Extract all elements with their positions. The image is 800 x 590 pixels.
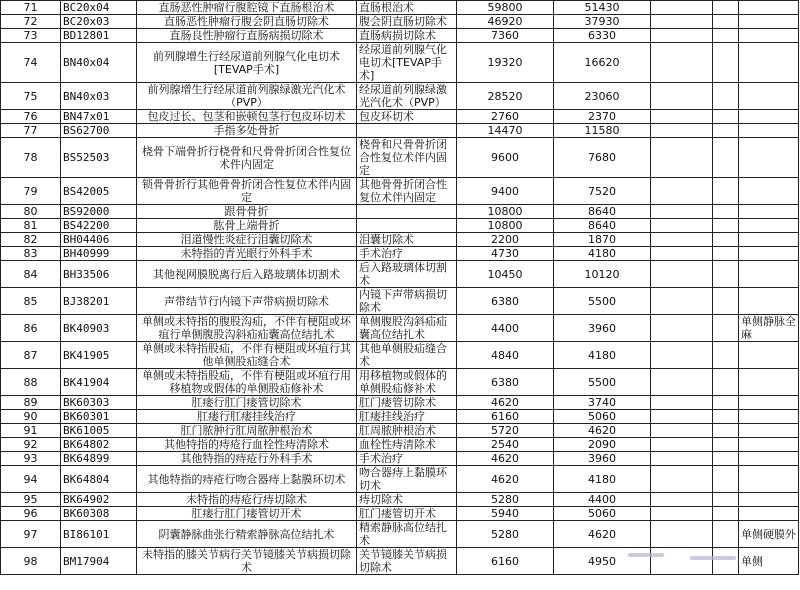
row-disease-name: 肱骨上端骨折 xyxy=(137,219,357,233)
row-blank-2 xyxy=(713,247,739,261)
row-number: 94 xyxy=(1,466,61,493)
row-number: 81 xyxy=(1,219,61,233)
row-value-1: 4400 xyxy=(457,315,554,342)
row-value-2: 23060 xyxy=(554,83,651,110)
row-blank-1 xyxy=(651,342,713,369)
row-note xyxy=(739,110,799,124)
row-value-1: 10450 xyxy=(457,261,554,288)
table-row xyxy=(1,342,799,369)
row-blank-2 xyxy=(713,452,739,466)
row-value-2: 7520 xyxy=(554,178,651,205)
row-disease-name: 单侧或未特指的腹股沟疝，不伴有梗阻或坏疽行单侧腹股沟斜疝疝囊高位结扎术 xyxy=(137,315,357,342)
row-value-2: 5060 xyxy=(554,410,651,424)
row-blank-1 xyxy=(651,315,713,342)
row-number: 92 xyxy=(1,438,61,452)
row-note xyxy=(739,15,799,29)
row-value-1: 5280 xyxy=(457,521,554,548)
row-note xyxy=(739,288,799,315)
table-row xyxy=(1,83,799,110)
row-value-2: 5500 xyxy=(554,369,651,396)
row-value-2: 3740 xyxy=(554,396,651,410)
row-blank-2 xyxy=(713,396,739,410)
table-row xyxy=(1,396,799,410)
row-note xyxy=(739,205,799,219)
row-number: 72 xyxy=(1,15,61,29)
table-row xyxy=(1,507,799,521)
row-blank-1 xyxy=(651,396,713,410)
row-number: 90 xyxy=(1,410,61,424)
row-blank-1 xyxy=(651,452,713,466)
row-blank-2 xyxy=(713,233,739,247)
row-blank-1 xyxy=(651,521,713,548)
row-code: BJ38201 xyxy=(61,288,137,315)
row-value-2: 16620 xyxy=(554,43,651,83)
row-blank-2 xyxy=(713,219,739,233)
row-note: 单侧静脉全麻 xyxy=(739,315,799,342)
row-blank-1 xyxy=(651,110,713,124)
row-value-2: 2090 xyxy=(554,438,651,452)
row-procedure: 关节镜膝关节病损切除术 xyxy=(357,548,457,575)
row-code: BK41905 xyxy=(61,342,137,369)
row-value-2: 4950 xyxy=(554,548,651,575)
row-note xyxy=(739,507,799,521)
row-code: BK60303 xyxy=(61,396,137,410)
row-number: 76 xyxy=(1,110,61,124)
row-blank-2 xyxy=(713,369,739,396)
row-value-2: 4620 xyxy=(554,521,651,548)
row-blank-1 xyxy=(651,288,713,315)
row-blank-2 xyxy=(713,342,739,369)
row-note xyxy=(739,261,799,288)
row-disease-name: 未特指的膝关节病行关节镜膝关节病损切除术 xyxy=(137,548,357,575)
row-value-2: 3960 xyxy=(554,315,651,342)
row-value-2: 3960 xyxy=(554,452,651,466)
row-procedure: 痔切除术 xyxy=(357,493,457,507)
row-procedure: 吻合器痔上黏膜环切术 xyxy=(357,466,457,493)
row-disease-name: 肛门脓肿行肛周脓肿根治术 xyxy=(137,424,357,438)
row-number: 98 xyxy=(1,548,61,575)
row-code: BH33506 xyxy=(61,261,137,288)
row-disease-name: 直肠恶性肿瘤行腹会阴直肠切除术 xyxy=(137,15,357,29)
row-disease-name: 阴囊静脉曲张行精索静脉高位结扎术 xyxy=(137,521,357,548)
row-blank-2 xyxy=(713,110,739,124)
row-code: BK40903 xyxy=(61,315,137,342)
row-value-1: 6160 xyxy=(457,548,554,575)
row-blank-1 xyxy=(651,466,713,493)
row-note xyxy=(739,410,799,424)
row-value-1: 4620 xyxy=(457,452,554,466)
row-blank-2 xyxy=(713,521,739,548)
row-value-2: 8640 xyxy=(554,205,651,219)
row-number: 75 xyxy=(1,83,61,110)
table-row xyxy=(1,247,799,261)
table-row xyxy=(1,1,799,15)
row-code: BC20x04 xyxy=(61,1,137,15)
row-blank-2 xyxy=(713,466,739,493)
row-value-2: 37930 xyxy=(554,15,651,29)
row-value-2: 11580 xyxy=(554,124,651,138)
row-value-2: 1870 xyxy=(554,233,651,247)
row-number: 73 xyxy=(1,29,61,43)
row-value-1: 7360 xyxy=(457,29,554,43)
row-blank-2 xyxy=(713,205,739,219)
row-blank-2 xyxy=(713,507,739,521)
row-value-1: 2760 xyxy=(457,110,554,124)
table-row xyxy=(1,369,799,396)
table-row xyxy=(1,178,799,205)
row-code: BK41904 xyxy=(61,369,137,396)
row-blank-1 xyxy=(651,247,713,261)
row-procedure: 包皮环切术 xyxy=(357,110,457,124)
row-disease-name: 包皮过长、包茎和嵌顿包茎行包皮环切术 xyxy=(137,110,357,124)
row-note xyxy=(739,424,799,438)
row-number: 95 xyxy=(1,493,61,507)
row-procedure: 肛门瘘管切除术 xyxy=(357,396,457,410)
row-value-2: 6330 xyxy=(554,29,651,43)
row-code: BK61005 xyxy=(61,424,137,438)
row-blank-1 xyxy=(651,493,713,507)
row-blank-1 xyxy=(651,1,713,15)
row-disease-name: 其他视网膜脱离行后入路玻璃体切割术 xyxy=(137,261,357,288)
table-row xyxy=(1,29,799,43)
row-value-2: 4620 xyxy=(554,424,651,438)
table-row xyxy=(1,315,799,342)
row-disease-name: 其他特指的痔疮行吻合器痔上黏膜环切术 xyxy=(137,466,357,493)
row-number: 79 xyxy=(1,178,61,205)
row-note xyxy=(739,1,799,15)
row-disease-name: 手指多处骨折 xyxy=(137,124,357,138)
row-blank-1 xyxy=(651,205,713,219)
row-blank-2 xyxy=(713,83,739,110)
table-row xyxy=(1,424,799,438)
row-code: BK64804 xyxy=(61,466,137,493)
row-note xyxy=(739,247,799,261)
row-disease-name: 跟骨骨折 xyxy=(137,205,357,219)
row-number: 84 xyxy=(1,261,61,288)
row-disease-name: 单侧或未特指股疝，不伴有梗阻或坏疽行其他单侧股疝缝合术 xyxy=(137,342,357,369)
row-value-1: 6160 xyxy=(457,410,554,424)
row-note xyxy=(739,493,799,507)
row-blank-2 xyxy=(713,548,739,575)
table-row xyxy=(1,521,799,548)
row-procedure: 手术治疗 xyxy=(357,452,457,466)
row-code: BS92000 xyxy=(61,205,137,219)
image-noise-mark xyxy=(690,556,736,560)
row-number: 96 xyxy=(1,507,61,521)
row-code: BS42200 xyxy=(61,219,137,233)
row-blank-2 xyxy=(713,15,739,29)
row-value-2: 2370 xyxy=(554,110,651,124)
table-row xyxy=(1,124,799,138)
row-disease-name: 其他特指的痔疮行外科手术 xyxy=(137,452,357,466)
row-value-1: 28520 xyxy=(457,83,554,110)
row-disease-name: 未特指的青光眼行外科手术 xyxy=(137,247,357,261)
table-row xyxy=(1,233,799,247)
row-procedure: 肛周脓肿根治术 xyxy=(357,424,457,438)
row-code: BS62700 xyxy=(61,124,137,138)
row-blank-1 xyxy=(651,261,713,288)
row-procedure: 用移植物或假体的单侧股疝修补术 xyxy=(357,369,457,396)
row-note xyxy=(739,219,799,233)
row-code: BI86101 xyxy=(61,521,137,548)
row-procedure: 肛门瘘管切开术 xyxy=(357,507,457,521)
row-code: BH40999 xyxy=(61,247,137,261)
row-procedure: 直肠根治术 xyxy=(357,1,457,15)
row-disease-name: 肛瘘行肛门瘘管切除术 xyxy=(137,396,357,410)
row-code: BH04406 xyxy=(61,233,137,247)
row-procedure: 经尿道前列腺气化电切术[TEVAP手术] xyxy=(357,43,457,83)
row-note: 单侧 xyxy=(739,548,799,575)
row-disease-name: 泪道慢性炎症行泪囊切除术 xyxy=(137,233,357,247)
row-value-1: 5280 xyxy=(457,493,554,507)
row-blank-1 xyxy=(651,369,713,396)
row-blank-2 xyxy=(713,1,739,15)
row-blank-1 xyxy=(651,29,713,43)
row-value-1: 6380 xyxy=(457,369,554,396)
row-note xyxy=(739,438,799,452)
row-blank-2 xyxy=(713,178,739,205)
row-blank-2 xyxy=(713,29,739,43)
row-note xyxy=(739,178,799,205)
row-disease-name: 肛瘘行肛瘘挂线治疗 xyxy=(137,410,357,424)
row-number: 78 xyxy=(1,138,61,178)
row-value-1: 19320 xyxy=(457,43,554,83)
row-code: BK64899 xyxy=(61,452,137,466)
row-code: BK64902 xyxy=(61,493,137,507)
row-value-1: 5720 xyxy=(457,424,554,438)
row-note xyxy=(739,43,799,83)
row-procedure: 肛瘘挂线治疗 xyxy=(357,410,457,424)
row-value-1: 10800 xyxy=(457,205,554,219)
row-value-1: 4620 xyxy=(457,466,554,493)
row-disease-name: 肛瘘行肛门瘘管切开术 xyxy=(137,507,357,521)
row-number: 80 xyxy=(1,205,61,219)
row-number: 93 xyxy=(1,452,61,466)
row-code: BK64802 xyxy=(61,438,137,452)
row-value-1: 6380 xyxy=(457,288,554,315)
row-blank-2 xyxy=(713,138,739,178)
row-note xyxy=(739,396,799,410)
row-procedure: 精索静脉高位结扎术 xyxy=(357,521,457,548)
table-row xyxy=(1,288,799,315)
row-blank-1 xyxy=(651,548,713,575)
row-value-1: 9400 xyxy=(457,178,554,205)
row-code: BS52503 xyxy=(61,138,137,178)
row-blank-2 xyxy=(713,493,739,507)
row-blank-1 xyxy=(651,233,713,247)
row-code: BN40x03 xyxy=(61,83,137,110)
row-note xyxy=(739,233,799,247)
row-value-1: 59800 xyxy=(457,1,554,15)
row-number: 71 xyxy=(1,1,61,15)
row-value-1: 4730 xyxy=(457,247,554,261)
row-value-2: 4180 xyxy=(554,247,651,261)
row-code: BM17904 xyxy=(61,548,137,575)
row-procedure xyxy=(357,219,457,233)
row-note xyxy=(739,138,799,178)
row-number: 91 xyxy=(1,424,61,438)
row-disease-name: 锁骨骨折行其他骨骨折闭合性复位术伴内固定 xyxy=(137,178,357,205)
row-blank-2 xyxy=(713,315,739,342)
row-blank-1 xyxy=(651,438,713,452)
row-number: 83 xyxy=(1,247,61,261)
row-disease-name: 桡骨下端骨折行桡骨和尺骨骨折闭合性复位术件内固定 xyxy=(137,138,357,178)
row-value-1: 14470 xyxy=(457,124,554,138)
row-note: 单侧硬膜外 xyxy=(739,521,799,548)
row-procedure: 腹会阴直肠切除术 xyxy=(357,15,457,29)
row-value-2: 5060 xyxy=(554,507,651,521)
row-code: BK60301 xyxy=(61,410,137,424)
row-number: 89 xyxy=(1,396,61,410)
row-procedure: 桡骨和尺骨骨折闭合性复位术伴内固定 xyxy=(357,138,457,178)
row-code: BC20x03 xyxy=(61,15,137,29)
row-note xyxy=(739,466,799,493)
row-blank-2 xyxy=(713,43,739,83)
row-number: 88 xyxy=(1,369,61,396)
row-value-2: 5500 xyxy=(554,288,651,315)
row-procedure: 泪囊切除术 xyxy=(357,233,457,247)
row-note xyxy=(739,124,799,138)
row-value-2: 4180 xyxy=(554,466,651,493)
table-row xyxy=(1,219,799,233)
row-value-1: 4620 xyxy=(457,396,554,410)
row-procedure: 单侧腹股沟斜疝疝囊高位结扎术 xyxy=(357,315,457,342)
row-blank-1 xyxy=(651,43,713,83)
row-disease-name: 单侧或未特指股疝，不伴有梗阻或坏疽行用移植物或假体的单侧股疝修补术 xyxy=(137,369,357,396)
row-blank-1 xyxy=(651,138,713,178)
row-procedure: 经尿道前列腺绿激光汽化术（PVP） xyxy=(357,83,457,110)
row-number: 74 xyxy=(1,43,61,83)
row-number: 87 xyxy=(1,342,61,369)
row-blank-1 xyxy=(651,219,713,233)
row-procedure xyxy=(357,205,457,219)
row-code: BN47x01 xyxy=(61,110,137,124)
row-blank-1 xyxy=(651,410,713,424)
row-code: BK60308 xyxy=(61,507,137,521)
row-blank-1 xyxy=(651,83,713,110)
row-number: 85 xyxy=(1,288,61,315)
table-row xyxy=(1,110,799,124)
row-value-1: 4840 xyxy=(457,342,554,369)
row-value-2: 10120 xyxy=(554,261,651,288)
row-blank-2 xyxy=(713,410,739,424)
row-value-1: 5940 xyxy=(457,507,554,521)
row-blank-2 xyxy=(713,424,739,438)
row-note xyxy=(739,29,799,43)
row-note xyxy=(739,83,799,110)
row-value-1: 9600 xyxy=(457,138,554,178)
table-row xyxy=(1,452,799,466)
row-note xyxy=(739,342,799,369)
table-row xyxy=(1,466,799,493)
table-row xyxy=(1,410,799,424)
row-code: BN40x04 xyxy=(61,43,137,83)
row-value-2: 51430 xyxy=(554,1,651,15)
table-row xyxy=(1,205,799,219)
row-note xyxy=(739,452,799,466)
row-procedure: 其他骨骨折闭合性复位术伴内固定 xyxy=(357,178,457,205)
table-row xyxy=(1,15,799,29)
row-value-2: 4400 xyxy=(554,493,651,507)
table-row xyxy=(1,261,799,288)
row-procedure: 手术治疗 xyxy=(357,247,457,261)
row-blank-1 xyxy=(651,15,713,29)
row-procedure: 血栓性痔清除术 xyxy=(357,438,457,452)
row-blank-1 xyxy=(651,124,713,138)
row-blank-2 xyxy=(713,261,739,288)
row-value-1: 2540 xyxy=(457,438,554,452)
row-blank-2 xyxy=(713,288,739,315)
row-procedure: 其他单侧股疝缝合术 xyxy=(357,342,457,369)
row-code: BS42005 xyxy=(61,178,137,205)
table-row xyxy=(1,493,799,507)
row-blank-1 xyxy=(651,507,713,521)
row-disease-name: 直肠恶性肿瘤行腹腔镜下直肠根治术 xyxy=(137,1,357,15)
row-value-2: 4180 xyxy=(554,342,651,369)
row-disease-name: 前列腺增生行经尿道前列腺绿激光汽化术（PVP） xyxy=(137,83,357,110)
row-disease-name: 声带结节行内镜下声带病损切除术 xyxy=(137,288,357,315)
row-disease-name: 直肠良性肿瘤行直肠病损切除术 xyxy=(137,29,357,43)
row-value-1: 46920 xyxy=(457,15,554,29)
row-procedure: 内镜下声带病损切除术 xyxy=(357,288,457,315)
row-value-1: 10800 xyxy=(457,219,554,233)
table-row xyxy=(1,438,799,452)
row-note xyxy=(739,369,799,396)
row-blank-2 xyxy=(713,124,739,138)
row-number: 82 xyxy=(1,233,61,247)
table-row xyxy=(1,138,799,178)
row-disease-name: 未特指的痔疮行痔切除术 xyxy=(137,493,357,507)
row-code: BD12801 xyxy=(61,29,137,43)
row-number: 97 xyxy=(1,521,61,548)
row-value-1: 2200 xyxy=(457,233,554,247)
table-row xyxy=(1,548,799,575)
table-row xyxy=(1,43,799,83)
row-procedure: 直肠病损切除术 xyxy=(357,29,457,43)
row-number: 86 xyxy=(1,315,61,342)
row-blank-1 xyxy=(651,424,713,438)
row-number: 77 xyxy=(1,124,61,138)
row-blank-2 xyxy=(713,438,739,452)
row-disease-name: 前列腺增生行经尿道前列腺气化电切术[TEVAP手术] xyxy=(137,43,357,83)
row-value-2: 8640 xyxy=(554,219,651,233)
row-procedure: 后入路玻璃体切割术 xyxy=(357,261,457,288)
row-value-2: 7680 xyxy=(554,138,651,178)
row-disease-name: 其他特指的痔疮行血栓性痔清除术 xyxy=(137,438,357,452)
row-blank-1 xyxy=(651,178,713,205)
row-procedure xyxy=(357,124,457,138)
image-noise-mark xyxy=(628,553,664,557)
